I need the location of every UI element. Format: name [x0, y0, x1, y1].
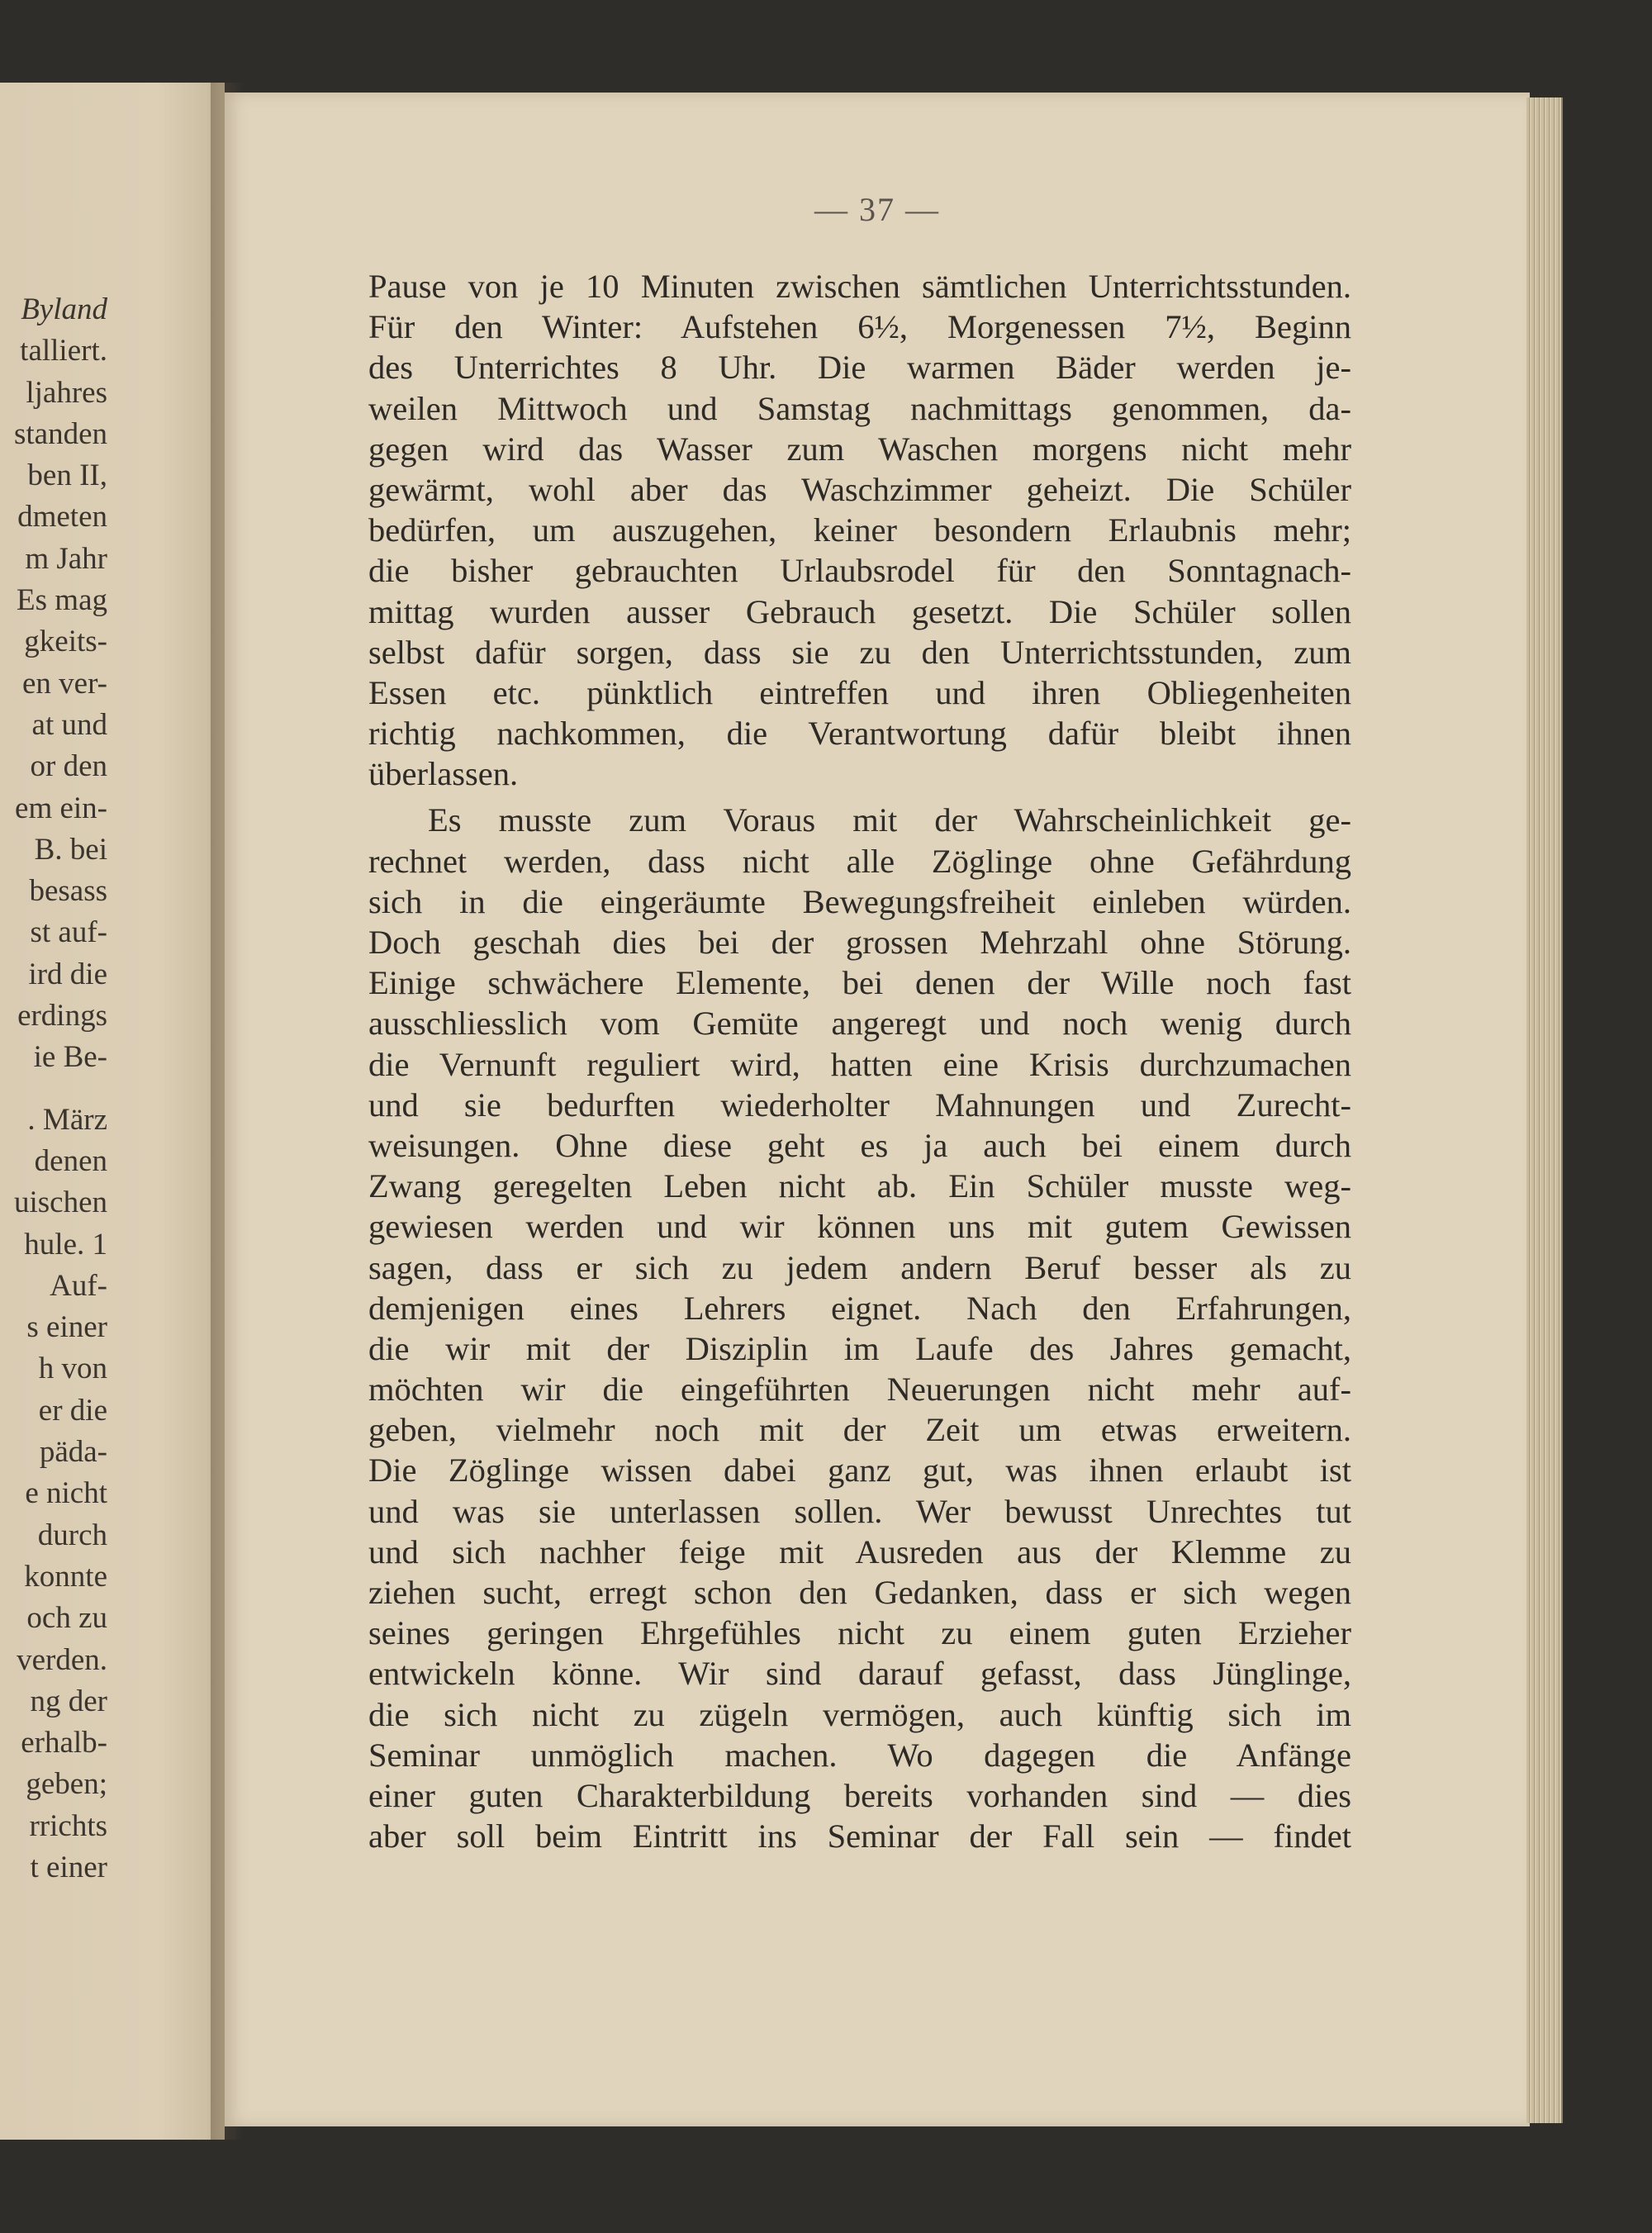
left-page-fragment: och zu: [26, 1601, 107, 1636]
left-page-fragment: ng der: [30, 1684, 107, 1718]
text-line: die bisher gebrauchten Urlaubsrodel für den Sonntagnach-: [368, 552, 1351, 590]
text-line: einer guten Charakterbildung bereits vorhanden sind — dies: [368, 1776, 1351, 1814]
text-line: Die Zöglinge wissen dabei ganz gut, was ihnen erlaubt ist: [368, 1451, 1351, 1489]
left-page-fragment: ljahres: [26, 375, 107, 410]
text-line: entwickeln könne. Wir sind darauf gefasst, dass Jünglinge,: [368, 1655, 1351, 1693]
left-page-fragment: . März: [27, 1102, 107, 1137]
text-line: aber soll beim Eintritt ins Seminar der Fall sein — findet: [368, 1817, 1351, 1855]
left-page-fragment: B. bei: [34, 832, 107, 867]
text-line: gewiesen werden und wir können uns mit gutem Gewissen: [368, 1208, 1351, 1246]
text-line: selbst dafür sorgen, dass sie zu den Unterrichtsstunden, zum: [368, 633, 1351, 671]
left-page-fragment: er die: [38, 1393, 107, 1428]
left-page-fragment: dmeten: [17, 500, 107, 534]
paragraph-gap: [368, 794, 1351, 800]
paragraph: [368, 800, 1351, 1856]
left-page-fragment: h von: [38, 1352, 107, 1386]
text-line: bedürfen, um auszugehen, keiner besondern Erlaubnis mehr;: [368, 511, 1351, 549]
left-page-fragment: erhalb-: [21, 1726, 107, 1760]
left-facing-page: [0, 83, 225, 2140]
text-line: ziehen sucht, erregt schon den Gedanken, dass er sich wegen: [368, 1574, 1351, 1611]
left-page-text-fragments: [0, 289, 107, 1889]
left-page-fragment: ie Be-: [33, 1040, 107, 1075]
left-page-fragment: päda-: [39, 1435, 107, 1470]
text-line: Für den Winter: Aufstehen 6½, Morgenessen 7½, Beginn: [368, 308, 1351, 346]
left-page-fragment: uischen: [13, 1185, 107, 1220]
text-line: Es musste zum Voraus mit der Wahrscheinlichkeit ge-: [428, 801, 1351, 839]
text-line: sich in die eingeräumte Bewegungsfreiheit einleben würden.: [368, 882, 1351, 920]
page-edge-stack: [1526, 97, 1563, 2123]
text-line: weisungen. Ohne diese geht es ja auch bei einem durch: [368, 1126, 1351, 1164]
text-line: gegen wird das Wasser zum Waschen morgens nicht mehr: [368, 430, 1351, 468]
text-line: Zwang geregelten Leben nicht ab. Ein Schüler musste weg-: [368, 1167, 1351, 1205]
left-page-fragment: talliert.: [20, 334, 107, 368]
text-line: geben, vielmehr noch mit der Zeit um etwas erweitern.: [368, 1411, 1351, 1449]
text-line: Essen etc. pünktlich eintreffen und ihren Obliegenheiten: [368, 673, 1351, 711]
left-page-fragment: t einer: [30, 1850, 107, 1884]
left-page-fragment: rrichts: [29, 1808, 107, 1843]
text-line: und was sie unterlassen sollen. Wer bewusst Unrechtes tut: [368, 1492, 1351, 1530]
left-page-fragment: verden.: [17, 1642, 107, 1677]
text-line: ausschliesslich vom Gemüte angeregt und noch wenig durch: [368, 1005, 1351, 1043]
paragraph: [368, 266, 1351, 794]
text-line: sagen, dass er sich zu jedem andern Beruf besser als zu: [368, 1248, 1351, 1286]
text-line: demjenigen eines Lehrers eignet. Nach den Erfahrungen,: [368, 1289, 1351, 1327]
body-text: [368, 266, 1351, 1856]
right-page: [225, 93, 1530, 2126]
text-line: Seminar unmöglich machen. Wo dagegen die Anfänge: [368, 1736, 1351, 1774]
left-page-fragment: gkeits-: [24, 625, 107, 659]
text-line: mittag wurden ausser Gebrauch gesetzt. Die Schüler sollen: [368, 592, 1351, 630]
text-line: gewärmt, wohl aber das Waschzimmer geheizt. Die Schüler: [368, 470, 1351, 508]
left-page-fragment: at und: [31, 707, 107, 742]
text-line: die sich nicht zu zügeln vermögen, auch künftig sich im: [368, 1695, 1351, 1733]
text-line: Doch geschah dies bei der grossen Mehrzahl ohne Störung.: [368, 924, 1351, 961]
left-page-fragment: [0, 1079, 107, 1100]
text-line: möchten wir die eingeführten Neuerungen nicht mehr auf-: [368, 1371, 1351, 1409]
left-page-fragment: standen: [13, 416, 107, 451]
text-line: und sie bedurften wiederholter Mahnungen und Zurecht-: [368, 1086, 1351, 1124]
text-line: und sich nachher feige mit Ausreden aus der Klemme zu: [368, 1532, 1351, 1570]
left-page-fragment: geben;: [26, 1767, 107, 1802]
left-page-fragment: en ver-: [22, 666, 107, 701]
left-page-fragment: e nicht: [25, 1476, 107, 1511]
left-page-fragment: besass: [29, 874, 107, 909]
left-page-fragment: or den: [30, 749, 107, 784]
left-page-fragment: denen: [34, 1143, 107, 1178]
text-line: die Vernunft reguliert wird, hatten eine Krisis durchzumachen: [368, 1045, 1351, 1083]
text-line: seines geringen Ehrgefühles nicht zu einem guten Erzieher: [368, 1614, 1351, 1652]
page-number: — 37 —: [814, 191, 940, 228]
left-page-fragment: s einer: [26, 1310, 107, 1345]
text-line: richtig nachkommen, die Verantwortung dafür bleibt ihnen: [368, 715, 1351, 753]
text-line: die wir mit der Disziplin im Laufe des Jahres gemacht,: [368, 1329, 1351, 1367]
text-line: rechnet werden, dass nicht alle Zöglinge ohne Gefährdung: [368, 842, 1351, 880]
left-page-fragment: em ein-: [15, 791, 107, 825]
left-page-fragment: durch: [37, 1518, 107, 1552]
left-page-fragment: hule. 1: [24, 1227, 107, 1261]
left-page-fragment: Auf-: [50, 1268, 107, 1303]
left-page-fragment: konnte: [24, 1559, 107, 1594]
text-line: überlassen.: [368, 755, 519, 793]
text-line: Pause von je 10 Minuten zwischen sämtlichen Unterrichtsstunden.: [368, 268, 1351, 305]
text-line: weilen Mittwoch und Samstag nachmittags genommen, da-: [368, 389, 1351, 427]
left-page-fragment: ird die: [28, 957, 107, 991]
text-line: des Unterrichtes 8 Uhr. Die warmen Bäder werden je-: [368, 349, 1351, 387]
left-page-fragment: Es mag: [17, 583, 107, 618]
left-page-fragment: ben II,: [27, 458, 107, 493]
left-page-fragment: Byland: [21, 292, 107, 326]
text-line: Einige schwächere Elemente, bei denen der Wille noch fast: [368, 964, 1351, 1002]
left-page-fragment: erdings: [17, 999, 107, 1033]
left-page-fragment: m Jahr: [25, 541, 107, 576]
left-page-fragment: st auf-: [30, 915, 107, 950]
